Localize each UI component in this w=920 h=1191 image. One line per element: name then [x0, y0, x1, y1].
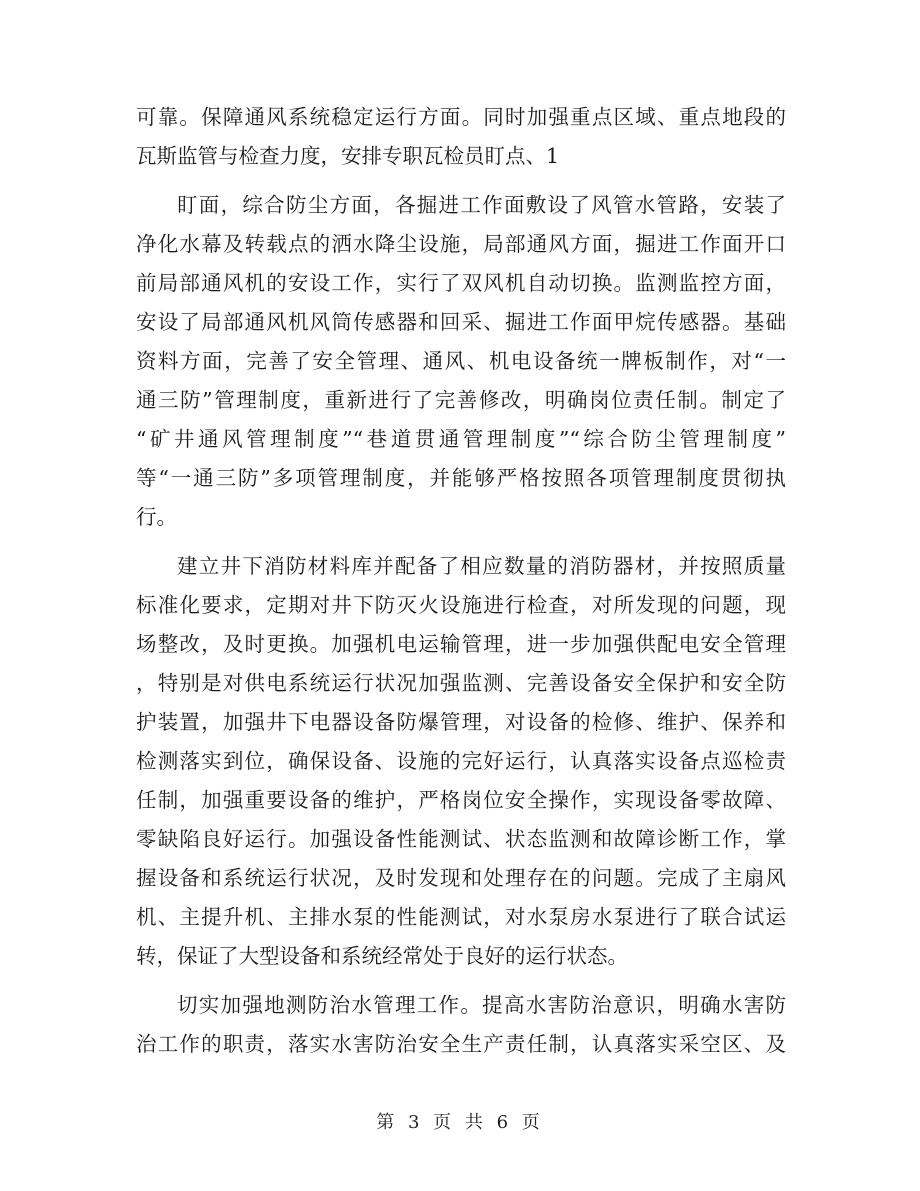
body-text: [136, 98, 786, 1064]
text-line: 任制，加强重要设备的维护，严格岗位安全操作，实现设备零故障、: [136, 788, 786, 812]
text-line: 转，保证了大型设备和系统经常处于良好的运行状态。: [136, 944, 628, 968]
text-line: 握设备和系统运行状况，及时发现和处理存在的问题。完成了主扇风: [136, 866, 786, 890]
page-footer: 第 3 页 共 6 页: [376, 1112, 544, 1133]
text-line: 检测落实到位，确保设备、设施的完好运行，认真落实设备点巡检责: [136, 749, 786, 773]
paragraph: [136, 986, 786, 1064]
text-line: 机、主提升机、主排水泵的性能测试，对水泵房水泵进行了联合试运: [136, 905, 786, 929]
text-line: 建立井下消防材料库并配备了相应数量的消防器材，并按照质量: [177, 554, 786, 578]
text-line: “矿井通风管理制度”“巷道贯通管理制度”“综合防尘管理制度”: [136, 427, 786, 451]
text-line: 安设了局部通风机风筒传感器和回采、掘进工作面甲烷传感器。基础: [136, 310, 786, 334]
text-line: 切实加强地测防治水管理工作。提高水害防治意识，明确水害防: [177, 993, 786, 1017]
text-line: 零缺陷良好运行。加强设备性能测试、状态监测和故障诊断工作，掌: [136, 827, 786, 851]
text-line: 通三防”管理制度，重新进行了完善修改，明确岗位责任制。制定了: [136, 388, 786, 412]
text-line: 场整改，及时更换。加强机电运输管理，进一步加强供配电安全管理: [136, 632, 786, 656]
text-line: 盯面，综合防尘方面，各掘进工作面敷设了风管水管路，安装了: [177, 193, 786, 217]
text-line: 瓦斯监管与检查力度，安排专职瓦检员盯点、1: [136, 144, 560, 168]
paragraph: [136, 186, 786, 537]
text-line: 护装置，加强井下电器设备防爆管理，对设备的检修、维护、保养和: [136, 710, 786, 734]
text-line: 资料方面，完善了安全管理、通风、机电设备统一牌板制作，对“一: [136, 349, 786, 373]
paragraph-gap: [136, 976, 786, 986]
paragraph: [136, 547, 786, 976]
paragraph-gap: [136, 176, 786, 186]
text-line: 治工作的职责，落实水害防治安全生产责任制，认真落实采空区、及: [136, 1032, 786, 1056]
paragraph-gap: [136, 537, 786, 547]
text-line: 净化水幕及转载点的洒水降尘设施，局部通风方面，掘进工作面开口: [136, 232, 786, 256]
text-line: 可靠。保障通风系统稳定运行方面。同时加强重点区域、重点地段的: [136, 105, 786, 129]
text-line: 等“一通三防”多项管理制度，并能够严格按照各项管理制度贯彻执: [136, 466, 786, 490]
text-line: 前局部通风机的安设工作，实行了双风机自动切换。监测监控方面，: [136, 271, 786, 295]
text-line: 行。: [136, 505, 177, 529]
text-line: 标准化要求，定期对井下防灭火设施进行检查，对所发现的问题，现: [136, 593, 786, 617]
paragraph: [136, 98, 786, 176]
text-line: ，特别是对供电系统运行状况加强监测、完善设备安全保护和安全防: [136, 671, 786, 695]
